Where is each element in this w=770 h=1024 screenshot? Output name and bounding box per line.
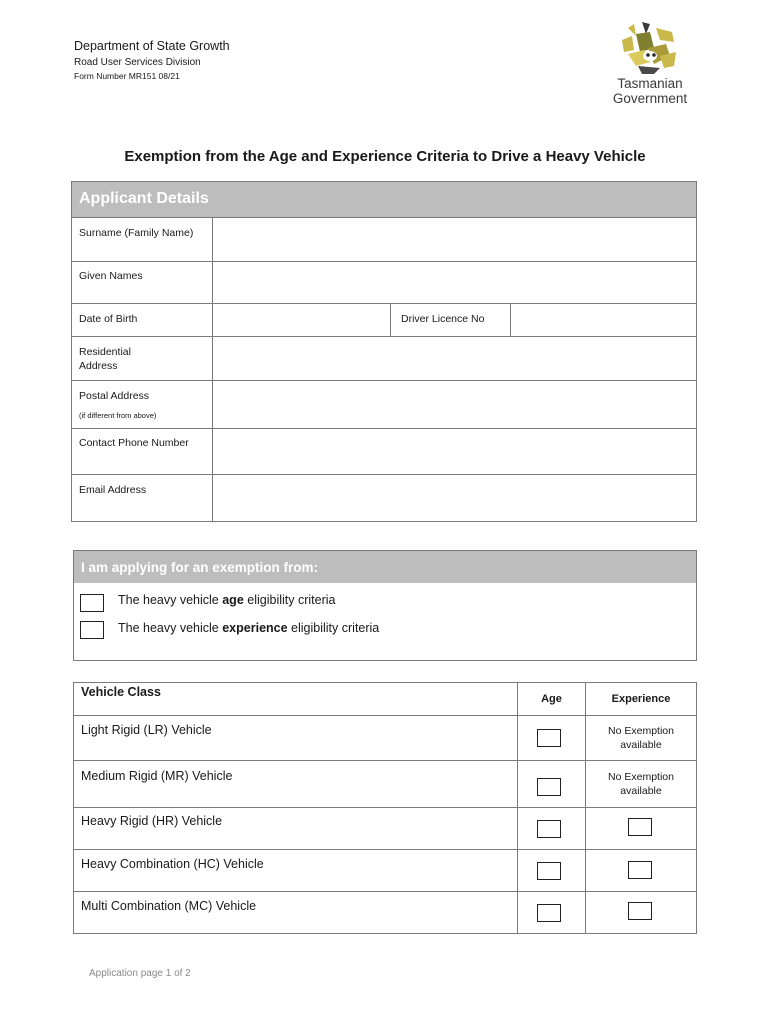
phone-label: Contact Phone Number: [79, 437, 189, 449]
table-row: [74, 807, 696, 849]
exemption-section: [73, 550, 697, 661]
phone-row: [72, 428, 696, 474]
email-row: [72, 474, 696, 521]
experience-criteria-text: The heavy vehicle experience eligibility criteria: [118, 621, 380, 635]
hr-age-checkbox[interactable]: [537, 820, 561, 838]
mr-age-checkbox[interactable]: [537, 778, 561, 796]
no-exemption-text: No Exemption available: [608, 771, 674, 797]
logo-text-line1: Tasmanian: [617, 76, 683, 91]
division-name: Road User Services Division: [74, 57, 201, 68]
dob-licence-row: [72, 303, 696, 336]
no-exemption-text: No Exemption available: [608, 725, 674, 751]
residential-label: Residential Address: [79, 346, 131, 372]
mc-age-checkbox[interactable]: [537, 904, 561, 922]
experience-column-header: Experience: [611, 693, 671, 705]
age-criteria-checkbox[interactable]: [80, 594, 104, 612]
age-column-header: Age: [541, 693, 562, 705]
table-row: [74, 715, 696, 760]
experience-criteria-checkbox[interactable]: [80, 621, 104, 639]
phone-field[interactable]: [213, 429, 696, 474]
tasmanian-tiger-emblem-icon: [620, 22, 680, 76]
surname-field[interactable]: [213, 218, 696, 261]
vehicle-class-header: Vehicle Class: [81, 685, 161, 699]
table-row: [74, 891, 696, 933]
postal-label: Postal Address: [79, 390, 150, 402]
vehicle-class-label: Light Rigid (LR) Vehicle: [81, 723, 212, 737]
table-row: [74, 760, 696, 807]
hr-experience-checkbox[interactable]: [628, 818, 652, 836]
hc-experience-checkbox[interactable]: [628, 861, 652, 879]
postal-field[interactable]: [213, 381, 696, 428]
exemption-heading: I am applying for an exemption from:: [74, 551, 696, 583]
page-footer: Application page 1 of 2: [89, 968, 191, 979]
department-name: Department of State Growth: [74, 39, 230, 53]
lr-age-checkbox[interactable]: [537, 729, 561, 747]
given-names-label: Given Names: [79, 270, 143, 282]
postal-note: (if different from above): [79, 411, 157, 420]
age-criteria-text: The heavy vehicle age eligibility criteria: [118, 593, 336, 607]
form-title: Exemption from the Age and Experience Criteria to Drive a Heavy Vehicle: [124, 148, 646, 165]
hc-age-checkbox[interactable]: [537, 862, 561, 880]
dob-field[interactable]: [213, 304, 390, 336]
email-label: Email Address: [79, 484, 147, 496]
table-row: [74, 849, 696, 891]
vehicle-class-label: Heavy Combination (HC) Vehicle: [81, 857, 264, 871]
applicant-details-section: [71, 181, 697, 522]
dob-label: Date of Birth: [79, 313, 138, 325]
vehicle-class-label: Multi Combination (MC) Vehicle: [81, 899, 257, 913]
residential-row: [72, 336, 696, 380]
surname-row: [72, 217, 696, 261]
vehicle-class-label: Medium Rigid (MR) Vehicle: [81, 769, 233, 783]
tasmanian-government-logo: [598, 22, 702, 108]
licence-label: Driver Licence No: [401, 313, 485, 325]
vehicle-class-label: Heavy Rigid (HR) Vehicle: [81, 814, 223, 828]
logo-text-line2: Government: [612, 91, 688, 106]
given-names-row: [72, 261, 696, 303]
email-field[interactable]: [213, 475, 696, 521]
mc-experience-checkbox[interactable]: [628, 902, 652, 920]
postal-row: [72, 380, 696, 428]
applicant-details-heading: Applicant Details: [72, 182, 696, 217]
vehicle-class-table: [73, 682, 697, 934]
form-number: Form Number MR151 08/21: [74, 71, 180, 81]
given-names-field[interactable]: [213, 262, 696, 303]
licence-field[interactable]: [511, 304, 696, 336]
residential-field[interactable]: [213, 337, 696, 380]
surname-label: Surname (Family Name): [79, 227, 194, 239]
